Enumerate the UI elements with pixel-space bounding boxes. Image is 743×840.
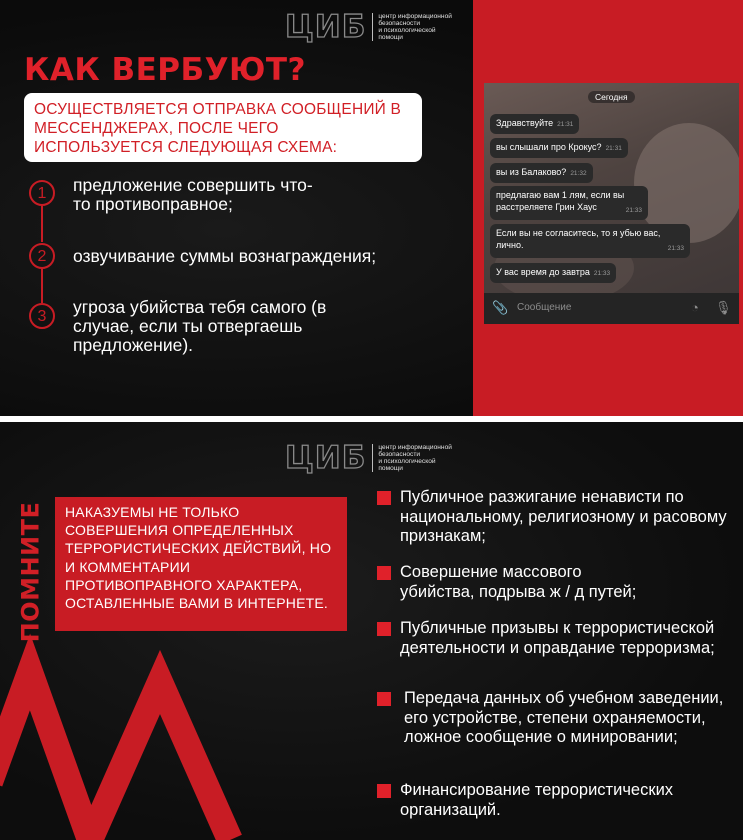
chat-message: Если вы не согласитесь, то я убью вас, лично. 21:33: [490, 224, 690, 258]
red-square-bullet: [377, 692, 391, 706]
logo-text: центр информационной безопасности и психологической помощи: [378, 443, 452, 473]
chat-message: вы из Балаково? 21:32: [490, 163, 593, 183]
chat-message: Здравствуйте 21:31: [490, 114, 579, 134]
red-square-bullet: [377, 566, 391, 580]
microphone-icon: 🎙: [715, 300, 732, 315]
logo-text: центр информационной безопасности и психологической помощи: [378, 12, 452, 42]
step-number-circle: 3: [29, 303, 55, 329]
slide-title: КАК ВЕРБУЮТ?: [24, 52, 307, 88]
red-square-bullet: [377, 784, 391, 798]
step-text: угроза убийства тебя самого (в случае, если ты отвергаешь предложение).: [73, 297, 327, 355]
slide-remember: ЦИБ центр информационной безопасности и психологической помощи ПОМНИТЕ НАКАЗУЕМЫ НЕ ТОЛЬКО СОВЕРШЕНИЯ ОПРЕДЕЛЕННЫХ ТЕРРОРИСТИЧЕСКИХ ДЕЙСТВИЙ, НО И КОММЕНТАРИИ ПРОТИВОПРАВНОГО ХАРАКТЕРА, ОСТАВЛЕННЫЕ ВАМИ В ИНТЕРНЕТЕ. Публичное разжигание ненависти по национальному, религиозному и расовому признакам; Совершение массового убийства, подрыва ж / д путей; Публичные призывы к террористической деятельности и оправдание терроризма; Передача данных об учебном заведении, его устройстве, степени охраняемости, ложное сообщение о минировании; Финансирование террористических организаций.: [0, 422, 743, 840]
step-text: предложение совершить что-то противоправное;: [73, 175, 313, 214]
step-text: озвучивание суммы вознаграждения;: [73, 246, 377, 266]
step-number-circle: 1: [29, 180, 55, 206]
message-input: Сообщение: [517, 302, 572, 313]
logo: [285, 9, 452, 45]
scheme-description: ОСУЩЕСТВЛЯЕТСЯ ОТПРАВКА СООБЩЕНИЙ В МЕССЕНДЖЕРАХ, ПОСЛЕ ЧЕГО ИСПОЛЬЗУЕТСЯ СЛЕДУЮЩАЯ СХЕМА:: [24, 93, 422, 162]
chat-date-label: Сегодня: [588, 91, 635, 103]
warning-note: НАКАЗУЕМЫ НЕ ТОЛЬКО СОВЕРШЕНИЯ ОПРЕДЕЛЕННЫХ ТЕРРОРИСТИЧЕСКИХ ДЕЙСТВИЙ, НО И КОММЕНТАРИИ ПРОТИВОПРАВНОГО ХАРАКТЕРА, ОСТАВЛЕННЫЕ ВАМИ В ИНТЕРНЕТЕ.: [55, 497, 347, 631]
chat-message: предлагаю вам 1 лям, если вы расстреляете Грин Хаус 21:33: [490, 186, 648, 220]
message-input-bar: [484, 293, 739, 324]
logo-mark: ЦИБ: [285, 9, 367, 45]
logo-mark: ЦИБ: [285, 440, 367, 476]
logo: [285, 440, 452, 476]
timer-icon: ◔: [691, 300, 699, 315]
red-square-bullet: [377, 622, 391, 636]
red-square-bullet: [377, 491, 391, 505]
chat-message: У вас время до завтра 21:33: [490, 263, 616, 283]
vertical-title: ПОМНИТЕ: [16, 501, 44, 643]
paperclip-icon: 📎: [492, 300, 509, 315]
chat-message: вы слышали про Крокус? 21:31: [490, 138, 628, 158]
step-number-circle: 2: [29, 243, 55, 269]
slide-recruitment: [0, 0, 743, 416]
messenger-chat-screenshot: [484, 83, 739, 324]
